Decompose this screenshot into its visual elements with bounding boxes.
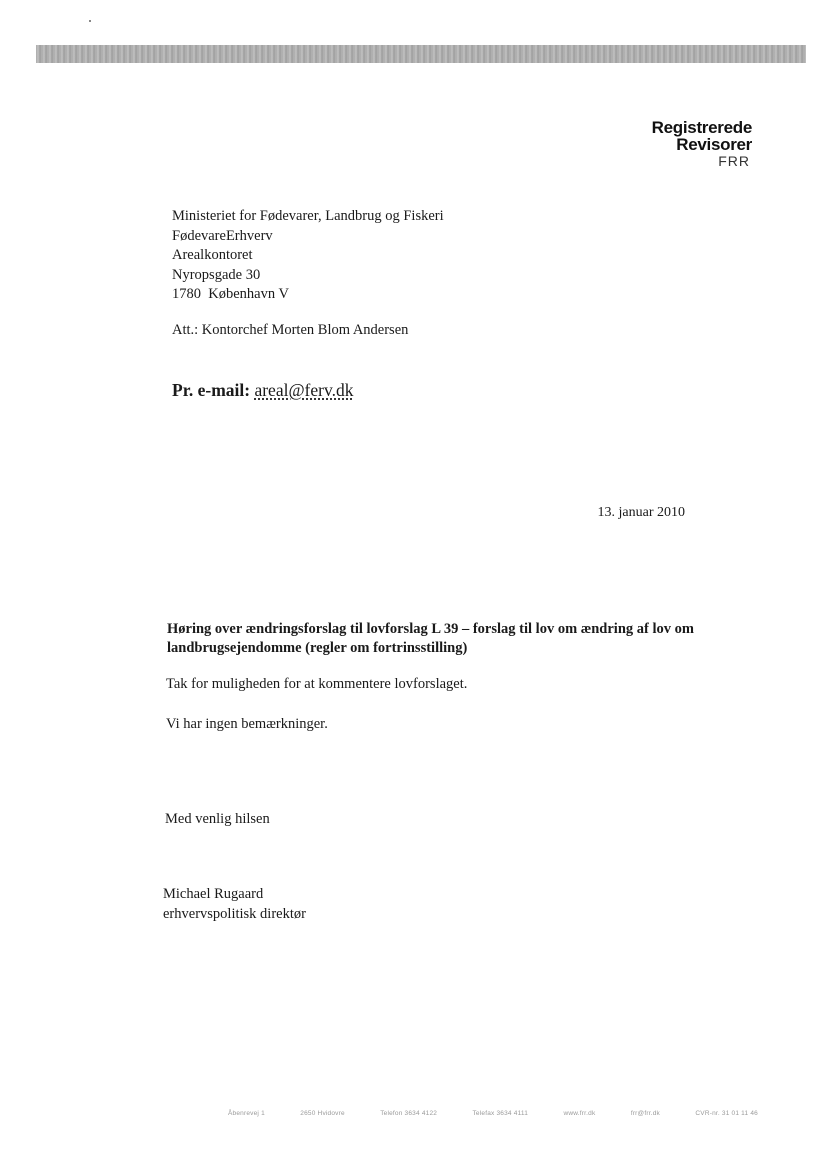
letterhead-footer bbox=[228, 1110, 758, 1117]
footer-fax: Telefax 3634 4111 bbox=[472, 1110, 529, 1117]
logo-line-2: Revisorer bbox=[676, 135, 752, 154]
footer-address: Åbenrevej 1 bbox=[228, 1110, 265, 1117]
address-line: Arealkontoret bbox=[172, 247, 253, 264]
scan-speck bbox=[89, 20, 91, 22]
footer-phone: Telefon 3634 4122 bbox=[380, 1110, 438, 1117]
signature-title: erhvervspolitisk direktør bbox=[163, 906, 306, 922]
scan-header-bar bbox=[36, 45, 806, 63]
signature-name: Michael Rugaard bbox=[163, 886, 264, 902]
logo-line-3: FRR bbox=[718, 153, 750, 169]
body-paragraph-1: Tak for muligheden for at kommentere lovforslaget. bbox=[166, 676, 468, 692]
address-line: 1780 København V bbox=[172, 286, 289, 303]
footer-web: www.frr.dk bbox=[563, 1110, 596, 1117]
recipient-address bbox=[172, 207, 444, 305]
email-line bbox=[172, 380, 353, 401]
logo-line-1: Registrerede bbox=[651, 118, 752, 137]
closing-greeting: Med venlig hilsen bbox=[165, 811, 270, 827]
address-line: Ministeriet for Fødevarer, Landbrug og Fiskeri bbox=[172, 208, 444, 224]
address-line: FødevareErhverv bbox=[172, 227, 273, 244]
body-paragraph-2: Vi har ingen bemærkninger. bbox=[166, 716, 328, 732]
attention-line: Att.: Kontorchef Morten Blom Andersen bbox=[172, 322, 409, 338]
address-line: Nyropsgade 30 bbox=[172, 266, 261, 283]
email-address-link[interactable]: areal@ferv.dk bbox=[254, 380, 354, 400]
email-label: Pr. e-mail: bbox=[172, 380, 251, 400]
footer-email: frr@frr.dk bbox=[630, 1110, 660, 1117]
footer-city: 2650 Hvidovre bbox=[300, 1110, 345, 1117]
frr-logo bbox=[652, 119, 752, 170]
footer-cvr: CVR-nr. 31 01 11 46 bbox=[695, 1110, 758, 1117]
letter-date: 13. januar 2010 bbox=[597, 505, 685, 520]
subject-heading: Høring over ændringsforslag til lovforslag L 39 – forslag til lov om ændring af lov om landbrugsejendomme (regler om fortrinsstilling) bbox=[167, 621, 694, 656]
